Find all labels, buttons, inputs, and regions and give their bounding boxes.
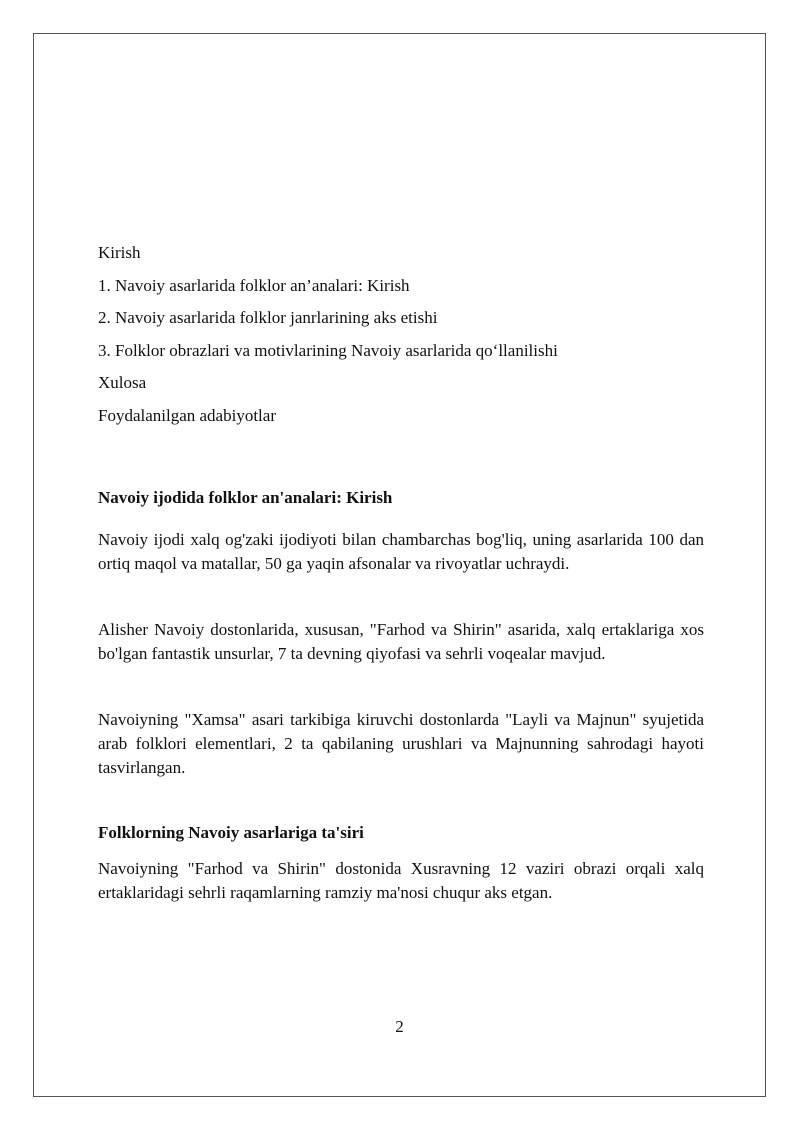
paragraph-1: Navoiy ijodi xalq og'zaki ijodiyoti bilan chambarchas bog'liq, uning asarlarida 100 dan ortiq maqol va matallar, 50 ga yaqin afsonalar va rivoyatlar uchraydi. — [98, 529, 704, 573]
toc-item-intro: Kirish — [98, 243, 141, 262]
table-of-contents — [98, 242, 704, 427]
toc-item-conclusion: Xulosa — [98, 373, 147, 392]
paragraph-4: Navoiyning "Farhod va Shirin" dostonida Xusravning 12 vaziri obrazi orqali xalq ertaklaridagi sehrli raqamlarning ramziy ma'nosi chuqur aks etgan. — [98, 858, 704, 902]
document-page — [33, 33, 766, 1097]
toc-item-chapter-2: 2. Navoiy asarlarida folklor janrlarining aks etishi — [98, 308, 438, 327]
toc-item-references: Foydalanilgan adabiyotlar — [98, 405, 276, 425]
page-content — [98, 242, 704, 905]
paragraph-3: Navoiyning "Xamsa" asari tarkibiga kiruvchi dostonlarda "Layli va Majnun" syujetida arab folklori elementlari, 2 ta qabilaning urushlari va Majnunning sahrodagi hayoti tasvirlangan. — [98, 709, 704, 777]
section-heading-folklore-traditions: Navoiy ijodida folklor an'analari: Kirish — [98, 487, 393, 507]
section-heading-folklore-influence: Folklorning Navoiy asarlariga ta'siri — [98, 822, 364, 842]
paragraph-2: Alisher Navoiy dostonlarida, xususan, "Farhod va Shirin" asarida, xalq ertaklariga xos bo'lgan fantastik unsurlar, 7 ta devning qiyofasi va sehrli voqealar mavjud. — [98, 619, 704, 663]
page-number: 2 — [395, 1017, 404, 1036]
toc-item-chapter-3: 3. Folklor obrazlari va motivlarining Navoiy asarlarida qo‘llanilishi — [98, 340, 558, 360]
toc-item-chapter-1: 1. Navoiy asarlarida folklor an’analari: Kirish — [98, 275, 410, 295]
